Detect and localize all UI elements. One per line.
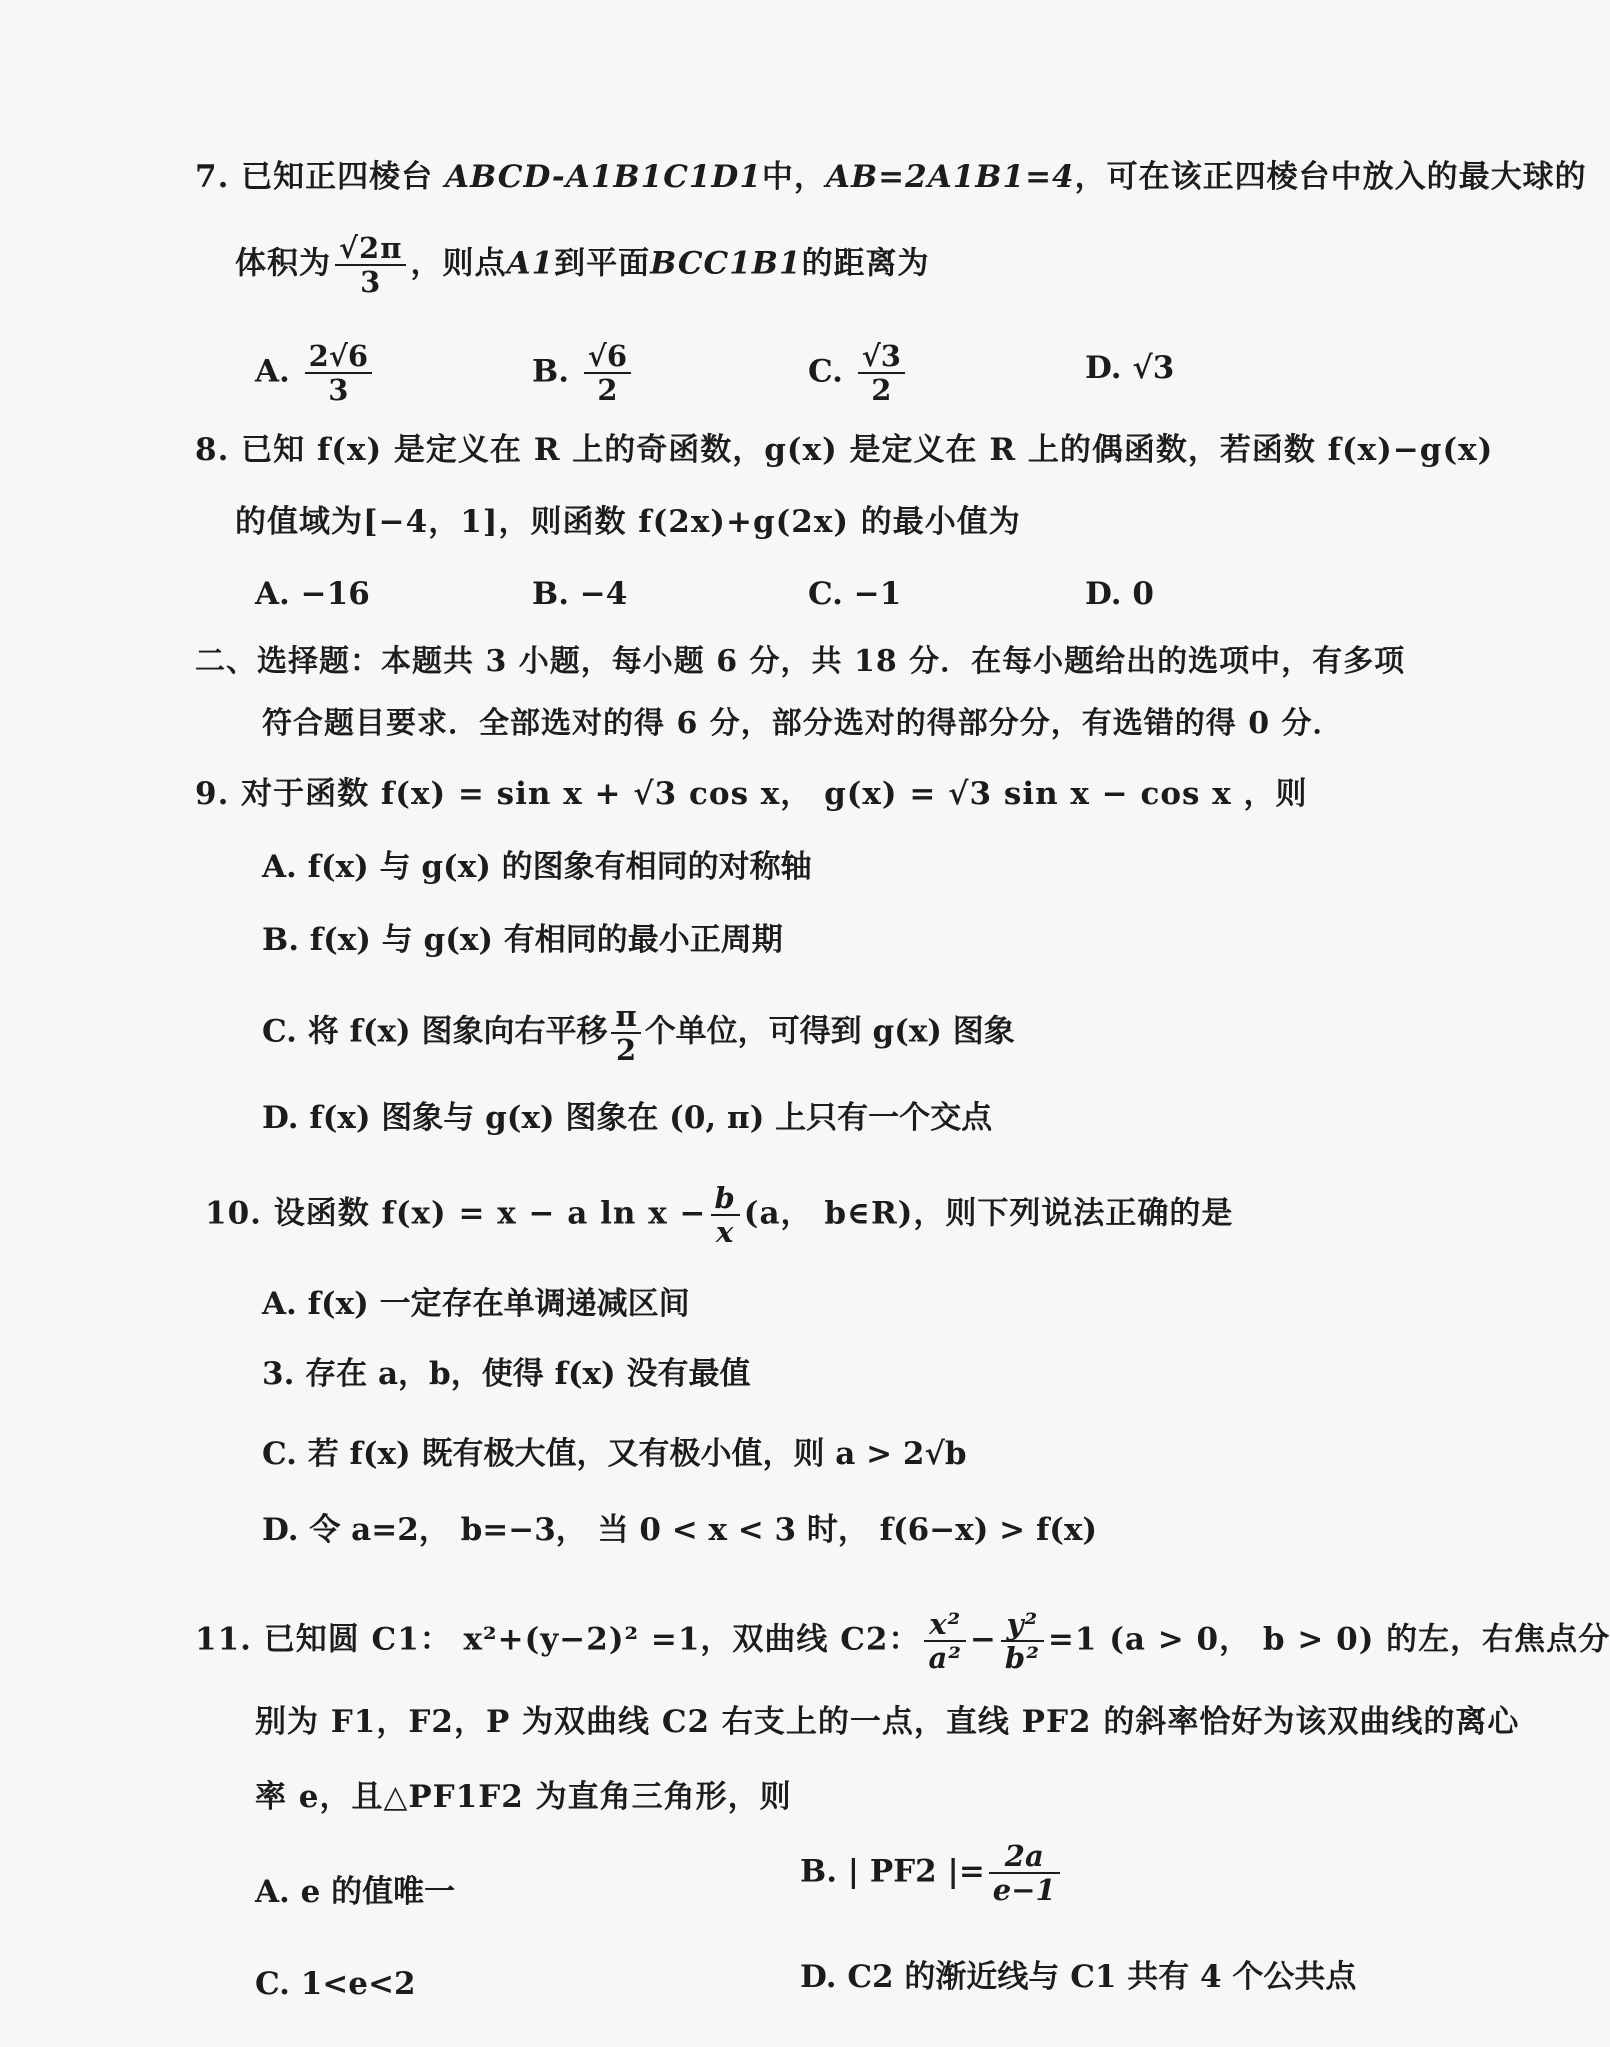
q7-option-a xyxy=(255,340,376,406)
q7-option-b-den: 2 xyxy=(597,373,618,407)
q11-y-num: y² xyxy=(1001,1608,1044,1642)
q10-stem-b: (a， b∈R)，则下列说法正确的是 xyxy=(743,1195,1234,1232)
q11-line-2: 别为 F1，F2，P 为双曲线 C2 右支上的一点，直线 PF2 的斜率恰好为该双曲线的离心 xyxy=(255,1704,1520,1740)
q7-option-b-num: √6 xyxy=(584,340,631,374)
q11-option-d: D. C2 的渐近线与 C1 共有 4 个公共点 xyxy=(800,1959,1357,1995)
q8-option-a-label: A. xyxy=(255,576,290,612)
q7-solid: ABCD-A1B1C1D1 xyxy=(444,159,762,195)
q7-number: 7. xyxy=(195,159,230,195)
q10-option-b: 3. 存在 a，b，使得 f(x) 没有最值 xyxy=(262,1356,751,1392)
section2-heading-line-2: 符合题目要求．全部选对的得 6 分，部分选对的得部分分，有选错的得 0 分． xyxy=(262,706,1344,741)
q8-option-d-value: 0 xyxy=(1132,576,1154,612)
q10-option-c: C. 若 f(x) 既有极大值，又有极小值，则 a > 2√b xyxy=(262,1436,967,1472)
q8-option-d xyxy=(1085,572,1154,616)
q7-stem-2c: 到平面 xyxy=(554,245,651,282)
q11-x-den: a² xyxy=(928,1641,962,1675)
q7-option-c-den: 2 xyxy=(871,373,892,407)
q7-option-d-value: √3 xyxy=(1132,350,1175,386)
q8-option-d-label: D. xyxy=(1085,576,1122,612)
q7-line-2 xyxy=(235,232,930,298)
q10-number: 10. xyxy=(205,1195,262,1232)
q7-option-a-fraction xyxy=(305,340,372,406)
q11-line-1 xyxy=(195,1608,1610,1674)
q11-x-fraction xyxy=(924,1608,966,1674)
q11-option-b-text: B. | PF2 |= xyxy=(800,1853,985,1890)
q10-stem-a: 设函数 f(x) = x − a ln x − xyxy=(273,1195,707,1232)
q7-volume-fraction xyxy=(335,232,406,298)
q8-option-c xyxy=(808,572,901,616)
q9-option-b: B. f(x) 与 g(x) 有相同的最小正周期 xyxy=(262,922,783,958)
q9-option-a: A. f(x) 与 g(x) 的图象有相同的对称轴 xyxy=(262,849,812,885)
q7-stem-2d: 的距离为 xyxy=(801,245,930,282)
q7-option-c-fraction xyxy=(858,340,905,406)
q8-option-a-value: −16 xyxy=(300,576,370,612)
q10-option-a: A. f(x) 一定存在单调递减区间 xyxy=(262,1286,690,1322)
q11-option-b-num: 2a xyxy=(989,1840,1060,1874)
q7-stem-1b: 中， xyxy=(761,159,826,195)
q7-option-c xyxy=(808,340,909,406)
q11-option-b-fraction xyxy=(989,1840,1060,1906)
q7-point: A1 xyxy=(506,245,555,282)
q7-option-a-num: 2√6 xyxy=(305,340,372,374)
q9-option-c-den: 2 xyxy=(615,1033,637,1067)
q8-option-c-label: C. xyxy=(808,576,843,612)
q7-volume-den: 3 xyxy=(360,265,382,299)
q9-option-c-fraction xyxy=(611,1000,640,1066)
q11-y-fraction xyxy=(1001,1608,1044,1674)
q8-number: 8. xyxy=(195,432,230,468)
q11-line-3: 率 e，且△PF1F2 为直角三角形，则 xyxy=(255,1779,792,1815)
q7-volume-num: √2π xyxy=(335,232,406,266)
q8-option-a xyxy=(255,572,370,616)
q9-number: 9. xyxy=(195,776,230,812)
q7-plane: BCC1B1 xyxy=(650,245,802,282)
q8-line-1-text: 已知 f(x) 是定义在 R 上的奇函数，g(x) 是定义在 R 上的偶函数，若函数 f(x)−g(x) xyxy=(241,432,1494,468)
q7-stem-2a: 体积为 xyxy=(235,245,331,282)
q8-option-b-value: −4 xyxy=(579,576,628,612)
q8-line-2 xyxy=(235,500,1021,544)
q7-option-d-label: D. xyxy=(1085,350,1122,386)
q11-option-a: A. e 的值唯一 xyxy=(255,1874,456,1910)
q8-option-c-value: −1 xyxy=(853,576,902,612)
q9-option-c xyxy=(262,1000,1015,1066)
q7-stem-1a: 已知正四棱台 xyxy=(241,159,434,195)
q7-option-c-label: C. xyxy=(808,353,843,390)
q11-number: 11. xyxy=(195,1621,252,1658)
q9-option-d: D. f(x) 图象与 g(x) 图象在 (0, π) 上只有一个交点 xyxy=(262,1100,993,1136)
q7-stem-1c: ，可在该正四棱台中放入的最大球的 xyxy=(1074,159,1587,195)
section2-heading-line-1: 二、选择题：本题共 3 小题，每小题 6 分，共 18 分．在每小题给出的选项中，有多项 xyxy=(195,644,1406,679)
q11-option-c: C. 1<e<2 xyxy=(255,1966,416,2002)
q11-option-b-den: e−1 xyxy=(992,1873,1056,1907)
q8-line-1 xyxy=(195,428,1493,472)
q8-line-2-text: 的值域为[−4，1]，则函数 f(2x)+g(2x) 的最小值为 xyxy=(235,504,1021,540)
q9-option-c-num: π xyxy=(611,1000,640,1034)
q8-option-b xyxy=(532,572,627,616)
q7-option-c-num: √3 xyxy=(858,340,905,374)
q7-option-b-fraction xyxy=(584,340,631,406)
q8-option-b-label: B. xyxy=(532,576,569,612)
q7-option-b-label: B. xyxy=(532,353,569,390)
q10-frac-num: b xyxy=(711,1182,740,1216)
q7-option-a-den: 3 xyxy=(328,373,349,407)
q11-stem-1a: 已知圆 C1： x²+(y−2)² =1，双曲线 C2： xyxy=(263,1621,921,1658)
q11-x-num: x² xyxy=(924,1608,966,1642)
q7-option-b xyxy=(532,340,635,406)
q11-y-den: b² xyxy=(1004,1641,1040,1675)
q7-line-1 xyxy=(195,155,1587,199)
q7-stem-2b: ，则点 xyxy=(410,245,507,282)
q11-option-b xyxy=(800,1840,1064,1906)
q9-stem xyxy=(195,772,1308,816)
q10-fraction xyxy=(711,1182,740,1248)
q10-option-d: D. 令 a=2， b=−3， 当 0 < x < 3 时， f(6−x) > f(x) xyxy=(262,1512,1098,1548)
q7-option-d xyxy=(1085,346,1174,390)
q10-stem xyxy=(205,1182,1233,1248)
q9-option-c-text-a: C. 将 f(x) 图象向右平移 xyxy=(262,1013,608,1050)
q9-stem-text: 对于函数 f(x) = sin x + √3 cos x， g(x) = √3 sin x − cos x ，则 xyxy=(241,776,1308,812)
q10-frac-den: x xyxy=(716,1215,735,1249)
q7-option-a-label: A. xyxy=(255,353,290,390)
q11-stem-1b: =1 (a > 0， b > 0) 的左，右焦点分 xyxy=(1047,1621,1610,1658)
q7-condition: AB=2A1B1=4 xyxy=(825,159,1075,195)
q11-minus: − xyxy=(969,1621,997,1658)
q9-option-c-text-b: 个单位，可得到 g(x) 图象 xyxy=(644,1013,1015,1050)
